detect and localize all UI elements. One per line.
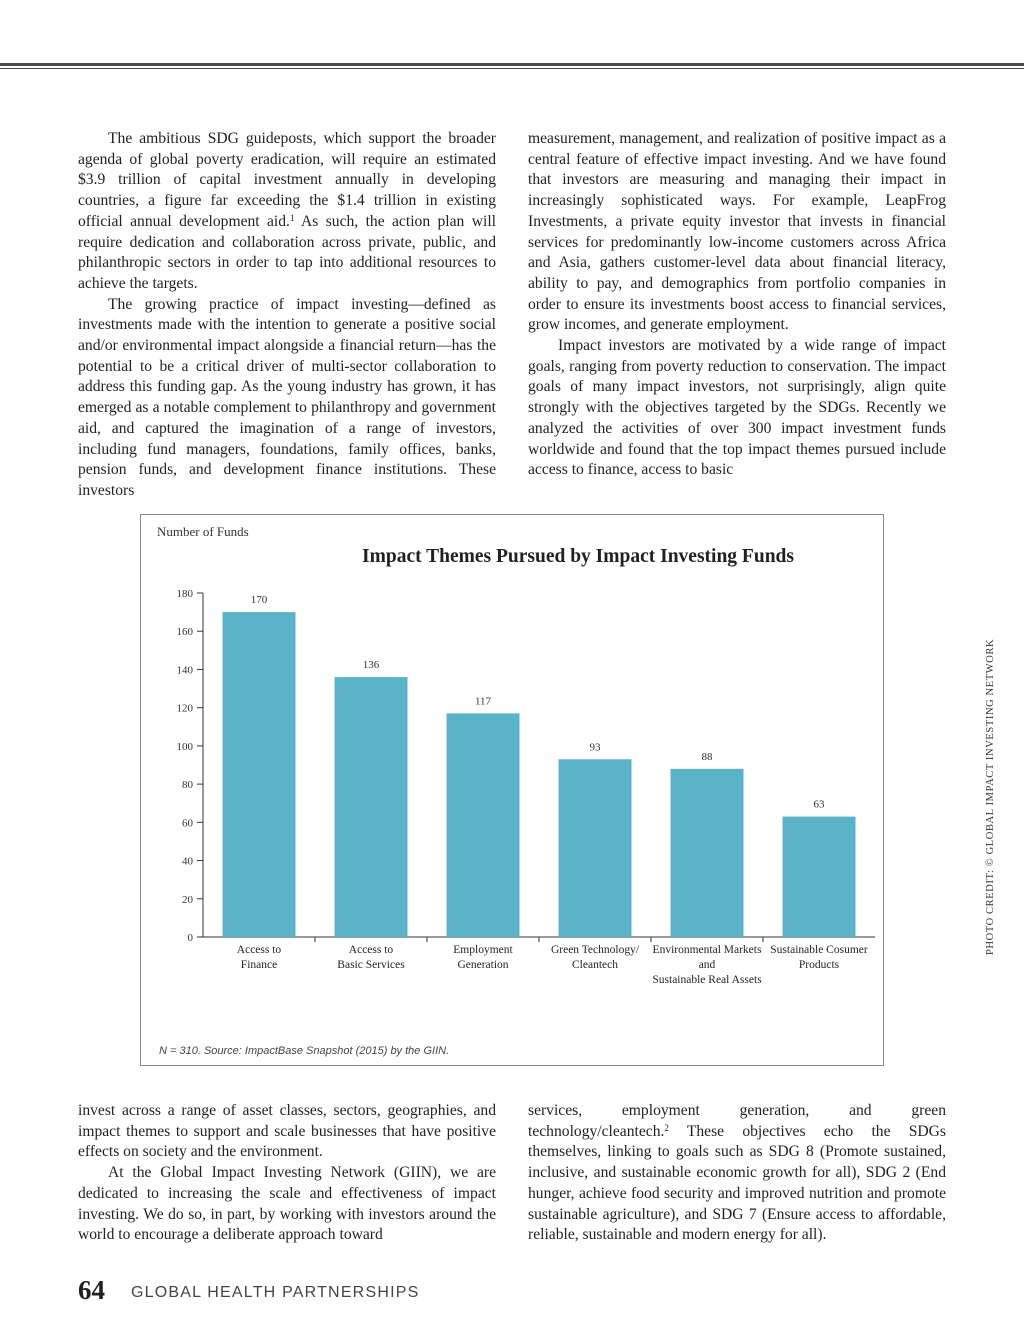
bar: [447, 713, 520, 937]
chart-title: Impact Themes Pursued by Impact Investing Funds: [362, 546, 794, 567]
data-label: 88: [701, 750, 713, 763]
data-label: 170: [250, 594, 268, 607]
y-tick-label: 160: [176, 626, 193, 639]
bar: [783, 817, 856, 937]
bar: [671, 769, 744, 937]
bar-chart: [141, 515, 885, 1067]
paragraph: services, employment generation, and green technology/cleantech.$^2$ These objectives echo the SDGs themselves, linking to goals such as SDG 8 (Promote sustained, inclusive, and sustainable economic growth for all), SDG 2 (End hunger, achieve food security and improved nutrition and promote sustainable agriculture), and SDG 7 (Ensure access to affordable, reliable, sustainable and modern energy for all).: [528, 1102, 946, 1244]
y-tick-label: 100: [176, 740, 193, 753]
bar: [223, 612, 296, 937]
bar: [559, 759, 632, 937]
x-tick-label: and: [698, 959, 716, 971]
x-tick-label: Basic Services: [337, 959, 405, 971]
data-label: 63: [813, 798, 825, 811]
chart-figure: [140, 514, 884, 1066]
x-tick-label: Access to: [348, 944, 394, 956]
x-tick-label: Generation: [457, 959, 509, 971]
y-tick-label: 180: [176, 588, 193, 600]
y-tick-label: 0: [187, 932, 193, 944]
x-tick-label: Environmental Markets: [652, 944, 762, 956]
header-rule-thick: [0, 63, 1024, 66]
paragraph: Impact investors are motivated by a wide range of impact goals, ranging from poverty reduction to conservation. The impact goals of many impact investors, not surprisingly, align quite strongly with the objectives targeted by the SDGs. Recently we analyzed the activities of over 300 impact investment funds worldwide and found that the top impact themes pursued include access to finance, access to basic: [528, 337, 946, 479]
y-tick-label: 120: [176, 702, 193, 715]
x-tick-label: Sustainable Cosumer: [770, 944, 868, 956]
photo-credit: PHOTO CREDIT: © GLOBAL IMPACT INVESTING NETWORK: [985, 638, 996, 955]
y-axis-label: Number of Funds: [157, 524, 249, 539]
x-tick-label: Green Technology/: [550, 944, 640, 956]
x-tick-label: Access to: [236, 944, 282, 956]
x-tick-label: Sustainable Real Assets: [652, 974, 762, 986]
footnote-ref: 2: [664, 1122, 669, 1133]
bottom-column-left: [78, 1101, 496, 1246]
y-tick-label: 60: [182, 817, 193, 830]
paragraph: At the Global Impact Investing Network (GIIN), we are dedicated to increasing the scale and effectiveness of impact investing. We do so, in part, by working with investors around the world to encourage a deliberate approach toward: [78, 1164, 496, 1244]
y-tick-label: 140: [176, 664, 193, 677]
data-label: 93: [589, 741, 601, 754]
data-label: 117: [474, 695, 492, 708]
paragraph: invest across a range of asset classes, sectors, geographies, and impact themes to support and scale businesses that have positive effects on society and the environment.: [78, 1102, 496, 1161]
x-tick-label: Finance: [240, 959, 278, 971]
x-tick-label: Cleantech: [572, 959, 618, 971]
data-label: 136: [362, 659, 380, 672]
paragraph: measurement, management, and realization of positive impact as a central feature of effective impact investing. And we have found that investors are measuring and managing their impact in increasingly sophisticated ways. For example, LeapFrog Investments, a private equity investor that invests in financial services for predominantly low-income customers across Africa and Asia, gathers customer-level data about financial literacy, ability to pay, and demographics from portfolio companies in order to ensure its investments boost access to financial services, grow incomes, and generate employment.: [528, 130, 946, 334]
paragraph: The growing practice of impact investing—defined as investments made with the intention to generate a positive social and/or environmental impact alongside a financial return—has the potential to be a critical driver of multi-sector collaboration to address this funding gap. As the young industry has grown, it has emerged as a notable complement to philanthropy and government aid, and captured the imagination of a range of investors, including fund managers, foundations, family offices, banks, pension funds, and development finance institutions. These investors: [78, 295, 496, 499]
y-tick-label: 80: [182, 779, 193, 792]
header-rule-thin: [0, 68, 1024, 69]
bar: [335, 677, 408, 937]
x-tick-label: Products: [798, 959, 840, 971]
top-column-right: [528, 129, 946, 481]
source-note: N = 310. Source: ImpactBase Snapshot (2015) by the GIIN.: [159, 1045, 450, 1057]
page-number: 64: [78, 1275, 105, 1305]
paragraph: The ambitious SDG guideposts, which support the broader agenda of global poverty eradication, will require an estimated $3.9 trillion of capital investment annually in developing countries, a figure far exceeding the $1.4 trillion in existing official annual development aid.$^1$ As such, the action plan will require dedication and collaboration across private, public, and philanthropic sectors in order to tap into additional resources to achieve the targets.: [78, 130, 496, 292]
publication-title: GLOBAL HEALTH PARTNERSHIPS: [131, 1284, 420, 1301]
footnote-ref: 1: [289, 212, 295, 223]
y-tick-label: 20: [182, 893, 193, 906]
bottom-column-right: [528, 1101, 946, 1246]
y-tick-label: 40: [182, 855, 193, 868]
x-tick-label: Employment: [453, 944, 513, 956]
top-column-left: [78, 129, 496, 502]
